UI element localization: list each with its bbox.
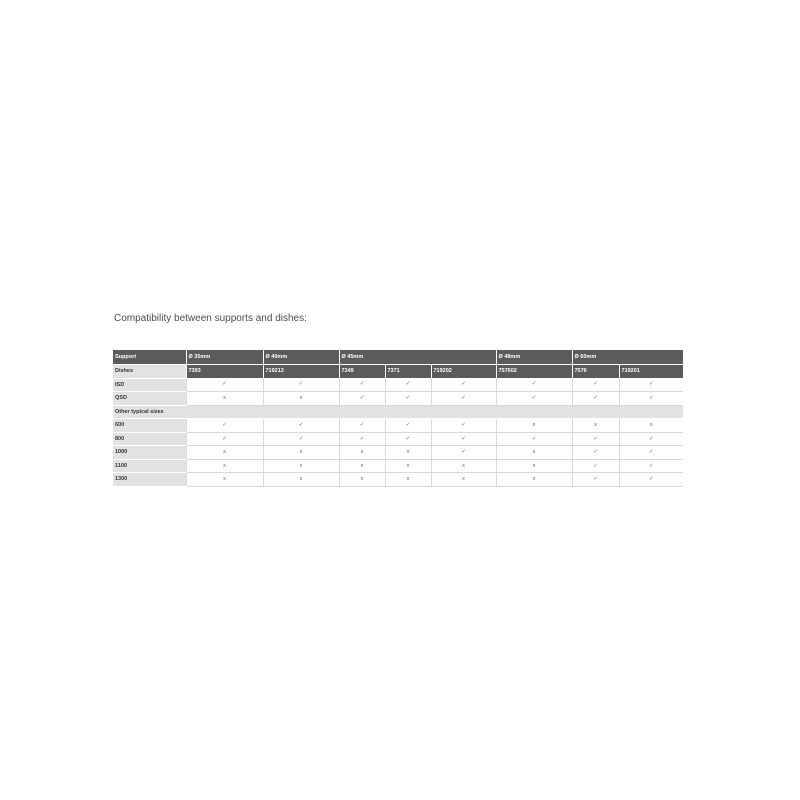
incompatible-mark: x xyxy=(263,459,339,473)
incompatible-mark: x xyxy=(263,392,339,406)
compatible-mark: ✓ xyxy=(496,392,572,406)
compatible-mark: ✓ xyxy=(572,473,619,487)
diameter-group-header: Ø 40mm xyxy=(263,350,339,365)
dish-code-header: 7393 xyxy=(186,365,263,379)
table-row xyxy=(113,419,683,433)
row-label: 1000 xyxy=(113,446,186,460)
incompatible-mark: x xyxy=(496,419,572,433)
dishes-label: Dishes xyxy=(113,365,186,379)
incompatible-mark: x xyxy=(186,459,263,473)
incompatible-mark: x xyxy=(385,473,431,487)
row-label: ISD xyxy=(113,378,186,392)
compatible-mark: ✓ xyxy=(339,419,385,433)
compatible-mark: ✓ xyxy=(385,392,431,406)
dish-code-header: 7349 xyxy=(339,365,385,379)
diameter-group-header: Ø 60mm xyxy=(572,350,683,365)
compatible-mark: ✓ xyxy=(619,459,683,473)
compatible-mark: ✓ xyxy=(385,432,431,446)
table-row xyxy=(113,378,683,392)
diameter-group-header: Ø 45mm xyxy=(339,350,496,365)
compatible-mark: ✓ xyxy=(339,432,385,446)
incompatible-mark: x xyxy=(496,446,572,460)
dish-code-header: 719202 xyxy=(431,365,496,379)
row-label: 1100 xyxy=(113,459,186,473)
row-label: QSD xyxy=(113,392,186,406)
section-label: Other typical sizes xyxy=(113,405,683,419)
incompatible-mark: x xyxy=(431,459,496,473)
compatible-mark: ✓ xyxy=(572,446,619,460)
compatible-mark: ✓ xyxy=(385,378,431,392)
incompatible-mark: x xyxy=(385,446,431,460)
compatible-mark: ✓ xyxy=(496,432,572,446)
incompatible-mark: x xyxy=(572,419,619,433)
compatible-mark: ✓ xyxy=(431,446,496,460)
compatible-mark: ✓ xyxy=(431,419,496,433)
compatible-mark: ✓ xyxy=(339,392,385,406)
table-row xyxy=(113,432,683,446)
dish-code-header: 719213 xyxy=(263,365,339,379)
compatible-mark: ✓ xyxy=(619,473,683,487)
compatible-mark: ✓ xyxy=(619,378,683,392)
compatible-mark: ✓ xyxy=(572,459,619,473)
incompatible-mark: x xyxy=(385,459,431,473)
compatible-mark: ✓ xyxy=(619,392,683,406)
compatible-mark: ✓ xyxy=(572,432,619,446)
compatible-mark: ✓ xyxy=(263,432,339,446)
compatible-mark: ✓ xyxy=(619,446,683,460)
dish-code-header: 757602 xyxy=(496,365,572,379)
incompatible-mark: x xyxy=(496,473,572,487)
incompatible-mark: x xyxy=(263,473,339,487)
compatible-mark: ✓ xyxy=(431,432,496,446)
row-label: 1300 xyxy=(113,473,186,487)
table-row xyxy=(113,473,683,487)
compatible-mark: ✓ xyxy=(263,419,339,433)
compatible-mark: ✓ xyxy=(186,378,263,392)
incompatible-mark: x xyxy=(186,473,263,487)
header-row xyxy=(113,350,683,365)
incompatible-mark: x xyxy=(263,446,339,460)
incompatible-mark: x xyxy=(186,446,263,460)
corner-label: Support xyxy=(113,350,186,365)
compatible-mark: ✓ xyxy=(186,419,263,433)
row-label: 800 xyxy=(113,432,186,446)
compatible-mark: ✓ xyxy=(186,432,263,446)
diameter-group-header: Ø 35mm xyxy=(186,350,263,365)
incompatible-mark: x xyxy=(186,392,263,406)
dish-code-header: 7576 xyxy=(572,365,619,379)
dish-code-header: 719201 xyxy=(619,365,683,379)
compatibility-table xyxy=(113,350,683,487)
compatible-mark: ✓ xyxy=(431,378,496,392)
table-row xyxy=(113,392,683,406)
row-label: 600 xyxy=(113,419,186,433)
incompatible-mark: x xyxy=(339,446,385,460)
table-row xyxy=(113,459,683,473)
compatible-mark: ✓ xyxy=(263,378,339,392)
dishes-row xyxy=(113,365,683,379)
incompatible-mark: x xyxy=(619,419,683,433)
compatible-mark: ✓ xyxy=(572,378,619,392)
diameter-group-header: Ø 48mm xyxy=(496,350,572,365)
incompatible-mark: x xyxy=(496,459,572,473)
incompatible-mark: x xyxy=(339,473,385,487)
compatible-mark: ✓ xyxy=(339,378,385,392)
compatible-mark: ✓ xyxy=(572,392,619,406)
dish-code-header: 7371 xyxy=(385,365,431,379)
incompatible-mark: x xyxy=(339,459,385,473)
table-row xyxy=(113,446,683,460)
table-body xyxy=(113,350,683,486)
compatible-mark: ✓ xyxy=(496,378,572,392)
compatible-mark: ✓ xyxy=(431,392,496,406)
compatible-mark: ✓ xyxy=(619,432,683,446)
page-title: Compatibility between supports and dishes: xyxy=(114,313,307,324)
compatible-mark: ✓ xyxy=(385,419,431,433)
section-row xyxy=(113,405,683,419)
incompatible-mark: x xyxy=(431,473,496,487)
